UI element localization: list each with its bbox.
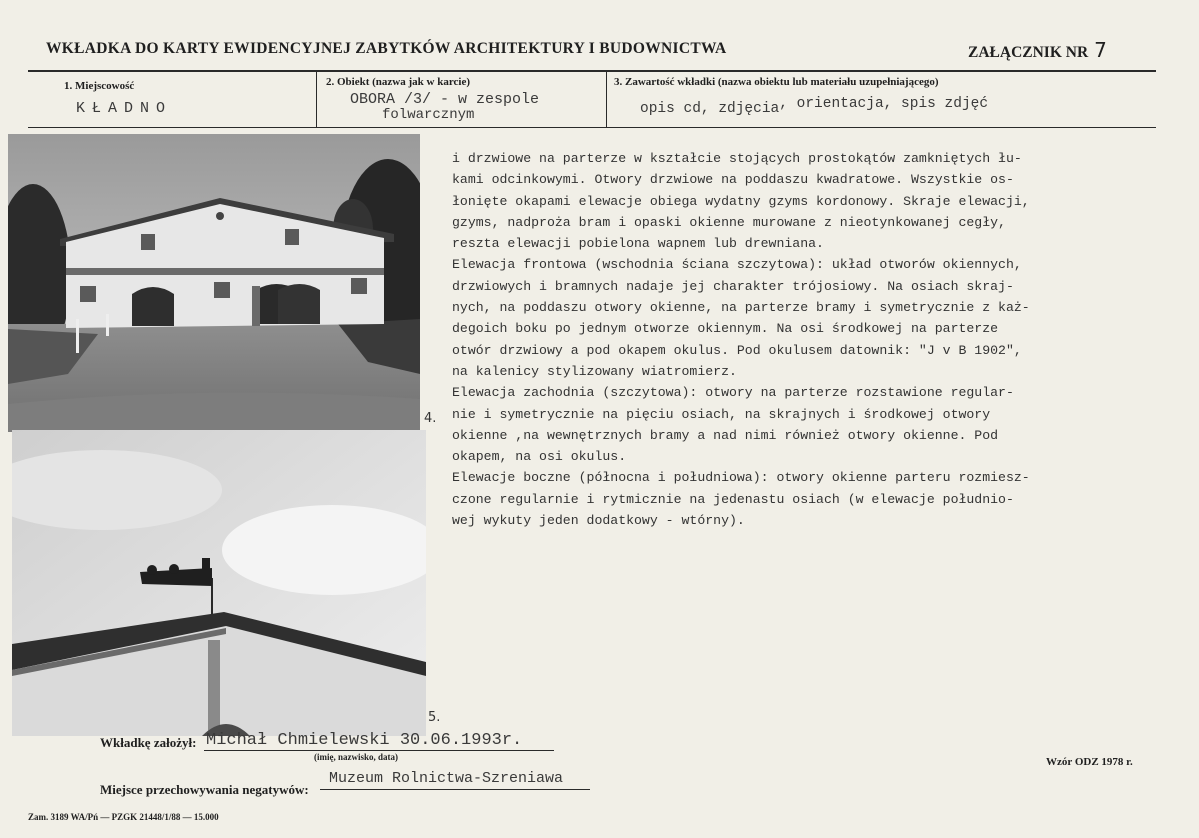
- header-rule-top: [28, 70, 1156, 72]
- photo-1-number: 4.: [424, 411, 437, 426]
- description-line: wej wykuty jeden dodatkowy - wtórny).: [452, 513, 745, 529]
- author-sublabel: (imię, nazwisko, data): [314, 752, 398, 762]
- locality-value: KŁADNO: [76, 100, 173, 117]
- annex-label-text: ZAŁĄCZNIK NR: [968, 44, 1089, 61]
- form-model: Wzór ODZ 1978 r.: [1046, 756, 1133, 768]
- print-info: Zam. 3189 WA/Pń — PZGK 21448/1/88 — 15.000: [28, 812, 219, 822]
- column-divider-1: [316, 71, 317, 127]
- author-value: Michał Chmielewski 30.06.1993r.: [206, 731, 523, 750]
- header-rule-bottom: [28, 127, 1156, 128]
- description-line: otwór drzwiowy a pod okapem okulus. Pod okulusem datownik: "J v B 1902",: [452, 342, 1022, 358]
- document-title: WKŁADKA DO KARTY EWIDENCYJNEJ ZABYTKÓW ARCHITEKTURY I BUDOWNICTWA: [46, 40, 727, 57]
- description-line: na kalenicy stylizowany wiatromierz.: [452, 363, 737, 379]
- negatives-underline: [320, 789, 590, 790]
- description-line: okienne ,na wewnętrznych bramy a nad nimi również otwory okienne. Pod: [452, 427, 999, 443]
- photo-barn-front: [8, 134, 420, 432]
- description-line: degoich boku po jednym otworze okiennym. Na osi środkowej na parterze: [452, 321, 999, 337]
- photo-2-number: 5.: [428, 710, 441, 725]
- locality-label: 1. Miejscowość: [64, 80, 135, 92]
- author-underline: [204, 750, 554, 751]
- column-divider-2: [606, 71, 607, 127]
- content-label: 3. Zawartość wkładki (nazwa obiektu lub materiału uzupełniającego): [614, 76, 939, 88]
- description-line: nie i symetrycznie na pięciu osiach, na skrajnych i środkowej otwory: [452, 406, 991, 422]
- description-line: Elewacja frontowa (wschodnia ściana szczytowa): układ otworów okiennych,: [452, 257, 1022, 273]
- photo-wind-vane: [12, 430, 426, 736]
- description-line: Elewacje boczne (północna i południowa): otwory okienne parteru rozmiesz-: [452, 470, 1030, 486]
- description-line: drzwiowych i bramnych nadaje jej charakter trójosiowy. Na osiach skraj-: [452, 278, 1014, 294]
- negatives-label: Miejsce przechowywania negatywów:: [100, 782, 309, 797]
- description-text: [452, 148, 1192, 531]
- object-value-line1: OBORA /3/ - w zespole: [350, 91, 540, 108]
- annex-label: [968, 38, 1107, 62]
- content-value-part2: , orientacja, spis zdjęć: [779, 96, 989, 112]
- description-line: reszta elewacji pobielona wapnem lub drewniana.: [452, 236, 824, 252]
- description-line: kami odcinkowymi. Otwory drzwiowe na poddaszu kwadratowe. Wszystkie os-: [452, 172, 1014, 188]
- description-line: i drzwiowe na parterze w kształcie stojących prostokątów zamkniętych łu-: [452, 151, 1022, 166]
- description-line: Elewacja zachodnia (szczytowa): otwory na parterze rozstawione regular-: [452, 385, 1014, 401]
- negatives-value: Muzeum Rolnictwa-Szreniawa: [329, 770, 564, 787]
- author-label: Wkładkę założył:: [100, 735, 197, 750]
- object-value-line2: folwarcznym: [382, 107, 475, 123]
- annex-number: 7: [1094, 38, 1107, 62]
- description-line: łonięte okapami elewacje obiega wydatny gzyms kordonowy. Skraje elewacji,: [452, 193, 1030, 209]
- description-line: czone regularnie i rytmicznie na jedenastu osiach (w elewacje południo-: [452, 491, 1014, 507]
- content-value-part1: opis cd, zdjęcia: [640, 101, 780, 117]
- description-line: gzyms, nadproża bram i opaski okienne murowane z nieotynkowanej cegły,: [452, 214, 1006, 230]
- description-line: nych, na poddaszu otwory okienne, na parterze bramy i symetrycznie z każ-: [452, 300, 1030, 316]
- content-value: [640, 96, 989, 117]
- description-line: okapem, na osi okulus.: [452, 449, 627, 465]
- object-label: 2. Obiekt (nazwa jak w karcie): [326, 76, 471, 88]
